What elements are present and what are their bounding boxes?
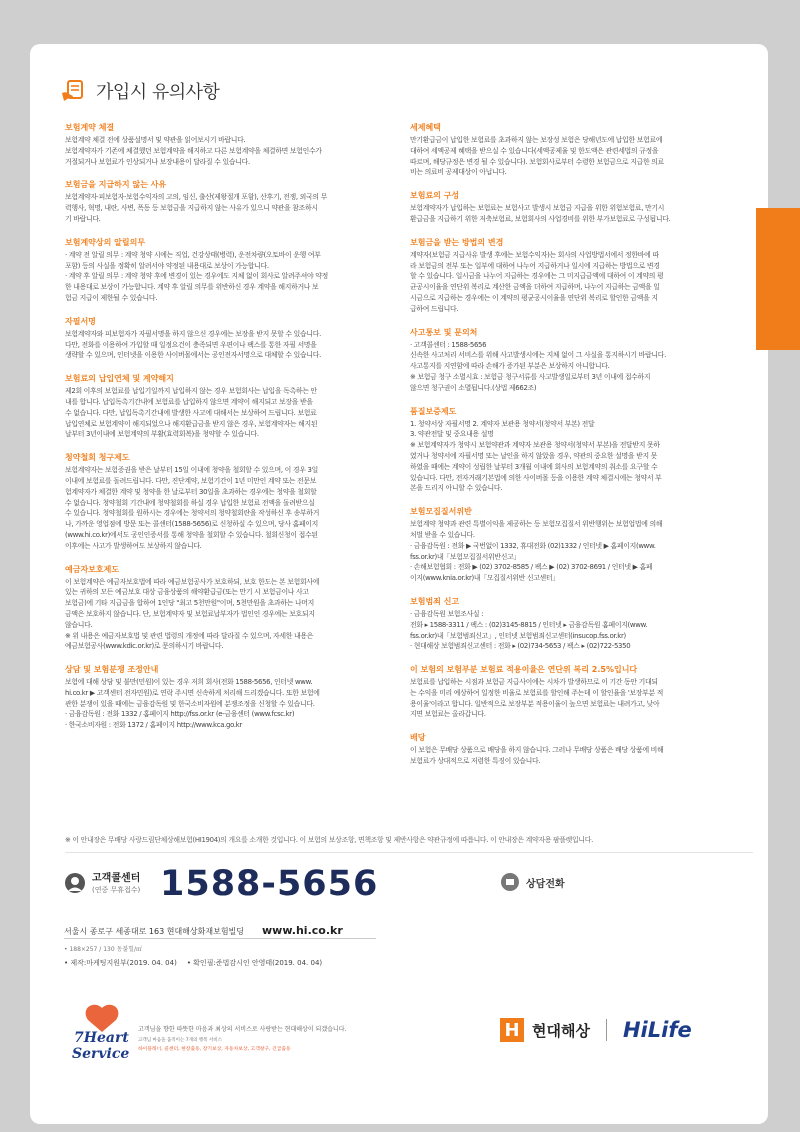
headset-icon <box>64 872 86 894</box>
divider <box>65 852 753 853</box>
section-line: 있습니다. 다만, 전자거래기본법에 의한 사이버몰 등을 이용한 계약 체결시에는 청약서 부 <box>410 473 662 482</box>
section-heading: 세제혜택 <box>410 123 441 132</box>
section-line: 험계약자가 체결한 계약 및 청약을 한 날로부터 30일을 초과하는 경우에는 청약을 철회할 <box>65 487 317 496</box>
right-column <box>410 122 740 779</box>
section-line: 지면 보험료는 올라갑니다. <box>410 710 486 719</box>
section-line: 다만, 전화를 이용하여 가입할 때 일정요건이 충족되면 우편이나 팩스를 통한 자필 서명을 <box>65 340 317 349</box>
notice-text: ※ 이 안내장은 무배당 사랑드림단체상해보험(HI1904)의 개요를 소개한 것입니다. 이 보험의 보상조항, 면책조항 및 제반사항은 약관규정에 따릅니다. 이 안내장은 계약자용 팜플렛입니다. <box>65 836 593 844</box>
section-line: 비는 의료비 공제대상이 아닙니다. <box>410 168 507 177</box>
section <box>65 122 395 167</box>
call-center <box>64 872 140 895</box>
section-line: hi.co.kr ▶ 고객센터 전자민원)로 연락 주시면 신속하게 처리해 드리겠습니다. 또한 보험에 <box>65 688 320 697</box>
production-meta <box>64 958 322 968</box>
section-line: 이지(www.knia.or.kr)내「모집질서위반 신고센터」 <box>410 574 559 583</box>
section-line: 보험료가 상대적으로 저렴한 특징이 있습니다. <box>410 757 541 766</box>
section-line: 보험계약자와 피보험자가 자필서명을 하지 않으신 경우에는 보장을 받지 못할 수 있습니다. <box>65 329 321 338</box>
section-line: 이후에는 사고가 발생하여도 보상하지 않습니다. <box>65 541 202 550</box>
section-heading: 자필서명 <box>65 316 96 326</box>
brand-separator <box>606 1019 607 1041</box>
brand-hilife: HiLife <box>622 1018 692 1042</box>
section-line: 였거나 청약서에 자필서명 또는 날인을 하지 않았을 경우, 약관의 중요한 설명을 받지 못 <box>410 451 658 460</box>
section <box>65 237 395 304</box>
section-line: 는 수익을 미리 예상하여 일정한 비율로 보험료를 할인해 주는데 이 할인율을 '보장부분 적 <box>410 688 664 697</box>
section-heading: 보험계약상의 알릴의무 <box>65 237 146 247</box>
section <box>410 732 740 767</box>
section-heading: 보험금을 받는 방법의 변경 <box>410 237 504 247</box>
section-line: 할 수 있습니다. 일시금을 나누어 지급하는 경우에는 그 미지급금액에 대하여 이 계약의 평 <box>410 272 664 281</box>
section-line: ※ 위 내용은 예금자보호법 및 관련 법령의 개정에 따라 달라질 수 있으며, 자세한 내용은 <box>65 631 314 640</box>
section-line: 않으면 청구권이 소멸됩니다.(상법 제662조) <box>410 383 537 392</box>
section <box>65 452 395 551</box>
section-line: 처벌 받을 수 있습니다. <box>410 530 475 539</box>
meta-production: • 제작:마케팅지원부(2019. 04. 04) <box>64 959 177 967</box>
section <box>65 564 395 653</box>
section-line: 1. 청약서상 자필서명 2. 계약자 보관용 청약서(청약서 부본) 전달 <box>410 419 595 428</box>
hs-sub: 고객님 마음을 움직이는 7개의 행복 서비스 <box>138 1038 222 1043</box>
brand-mark: H <box>500 1018 524 1042</box>
section-line: 급하여 드립니다. <box>410 304 459 313</box>
section-line: 보험계약 청약과 관련 특별이익을 제공하는 등 보험모집질서 위반행위는 보험업법에 의해 <box>410 520 663 529</box>
section-line: 않습니다. <box>65 620 93 629</box>
section-line: 날부터 3년이내에 보험계약의 부활(효력회복)을 청약할 수 있습니다. <box>65 430 259 439</box>
section <box>410 327 740 394</box>
section-heading: 보험료의 구성 <box>410 191 460 201</box>
consult-icon <box>500 872 520 892</box>
section-line: 나, 가까운 영업점에 방문 또는 콜센터(1588-5656)로 신청하실 수 있으며, 당사 홈페이지 <box>65 520 319 529</box>
section <box>410 596 740 652</box>
section <box>65 373 395 440</box>
section-heading: 상담 및 보험분쟁 조정안내 <box>65 665 159 675</box>
section-line: 시금으로 지급하는 경우에는 이 계약의 평균공시이율을 연단위 복리로 할인한 금액을 지 <box>410 293 658 302</box>
section <box>65 179 395 224</box>
hs-items: 하이플래너, 콜센터, 현장출동, 장기보상, 자동차보상, 고객창구, 긴급출동 <box>138 1047 291 1052</box>
website-link[interactable]: www.hi.co.kr <box>262 924 343 937</box>
consult-label: 상담전화 <box>526 878 565 890</box>
call-center-number[interactable]: 1588-5656 <box>160 864 379 904</box>
brand-logo <box>500 1018 692 1042</box>
section-heading: 보험료의 납입연체 및 계약해지 <box>65 374 174 384</box>
page-title <box>60 78 219 104</box>
section-line: ※ 보험계약자가 청약시 보험약관과 계약자 보관용 청약서(청약서 부본)을 전달받지 못하 <box>410 441 660 450</box>
address-divider <box>64 938 376 939</box>
title-text: 가입시 유의사항 <box>96 82 220 103</box>
section <box>410 406 740 495</box>
section-heading: 청약철회 청구제도 <box>65 453 130 463</box>
svg-text:7Heart: 7Heart <box>74 1030 129 1046</box>
section-line: 3. 약관전달 및 중요내용 설명 <box>410 430 494 439</box>
svg-text:Service: Service <box>72 1046 130 1062</box>
section-line: 금액은 보호하지 않습니다. 단, 보험계약자 및 보험료납부자가 법인인 경우에는 보호되지 <box>65 609 315 618</box>
section-line: 포함) 등의 사실을 정확히 알려서야 약정된 내용대로 보상이 가능합니다. <box>65 261 269 270</box>
cc-sub: (연중 무휴접수) <box>92 886 141 894</box>
section-line: 라 보험금의 전부 또는 일부에 대하여 나누어 지급하거나 일시에 지급하는 방법으로 변경 <box>410 261 660 270</box>
section-line: · 계약 전 알릴 의무 : 계약 청약 시에는 직업, 건강상태(병력), 운전차량(오토바이 운행 여부 <box>65 250 321 259</box>
section-line: 균공시이율을 연단위 복리로 계산한 금액을 더하여 지급하며, 나누어 지급하는 금액을 일 <box>410 283 660 292</box>
meta-approval: • 확인필:준법감시인 안영태(2019. 04. 04) <box>186 959 323 967</box>
section-line: 제2회 이후의 보험료를 납입기일까지 납입하지 않는 경우 보험회사는 납입을 독촉하는 안 <box>65 387 317 396</box>
section-line: · 계약 후 알릴 의무 : 계약 청약 후에 변경이 있는 경우에도 지체 없이 회사로 알려주셔야 약정 <box>65 272 328 281</box>
section-line: · 한국소비자원 : 전화 1372 / 홈페이지 http://www.kca.go.kr <box>65 721 243 730</box>
address-text: 서울시 종로구 세종대로 163 현대해상화재보험빌딩 <box>64 927 244 936</box>
section-line: 계약자(보험금 지급사유 발생 후에는 보험수익자)는 회사의 사업방법서에서 정한바에 따 <box>410 250 659 259</box>
section-line: 있는 귀하의 모든 예금보호 대상 금융상품의 해약환급금(또는 만기 시 보험금이나 사고 <box>65 588 309 597</box>
section-line: 보험계약자가 기존에 체결했던 보험계약을 해지하고 다른 보험계약을 체결하면 보험인수가 <box>65 146 322 155</box>
section-line: 이내에 보험료를 돌려드립니다. 다만, 진단계약, 보험기간이 1년 미만인 계약 또는 전문보 <box>65 476 317 485</box>
section-line: 보험금)에 기타 지급금을 합하여 1인당 "최고 5천만원"이며, 5천만원을 초과하는 나머지 <box>65 599 315 608</box>
section-line: 보험계약자·피보험자·보험수익자의 고의, 임신, 출산(제왕절개 포함), 산후기, 전쟁, 외국의 무 <box>65 193 327 202</box>
section-heading: 품질보증제도 <box>410 406 457 416</box>
section <box>65 664 395 731</box>
section-line: · 금융감독원 보험조사실 : <box>410 609 484 618</box>
section-line: (www.hi.co.kr)에서도 공인인증서를 통해 청약을 철회할 수 있습니다. 철회신청이 접수된 <box>65 530 318 539</box>
section-line: 하였을 때에는 계약이 성립한 날부터 3개월 이내에 회사의 보험계약의 취소를 요구할 수 <box>410 462 658 471</box>
section-heading: 보험계약 체결 <box>65 123 115 132</box>
section-heading: 보험모집질서위반 <box>410 507 472 517</box>
section-line: fss.or.kr)내「보험모집질서위반신고」 <box>410 552 521 561</box>
print-spec: • 188×257 / 130 동불힐/㎡ <box>64 946 142 953</box>
section-heading: 배당 <box>410 733 426 743</box>
section <box>410 237 740 315</box>
section-line: 관한 분쟁이 있을 때에는 금융감독원 및 한국소비자원에 분쟁조정을 신청할 수 있습니다. <box>65 699 315 708</box>
section-line: 보험에 대해 상담 및 불만(민원)이 있는 경우 저희 회사(전화 1588-5656, 인터넷 www. <box>65 678 313 687</box>
side-tab <box>756 208 800 350</box>
section-line: 이 보험계약은 예금자보호법에 따라 예금보험공사가 보호하되, 보호 한도는 본 보험회사에 <box>65 577 320 586</box>
section-line: 신속한 사고처리 서비스를 위해 사고발생시에는 지체 없이 그 사실을 통지하시기 바랍니다. <box>410 351 666 360</box>
section-line: 이 보험은 무배당 상품으로 배당을 하지 않습니다. 그러나 무배당 상품은 배당 상품에 비해 <box>410 746 664 755</box>
heart-service-text <box>138 1024 346 1052</box>
section-line: 거절되거나 보험료가 인상되거나 보장내용이 달라질 수 있습니다. <box>65 157 250 166</box>
section <box>65 316 395 361</box>
heart-service-logo <box>72 1002 132 1062</box>
section <box>410 190 740 225</box>
section <box>410 122 740 178</box>
left-column <box>65 122 395 743</box>
section-line: 험금 지급이 제한될 수 있습니다. <box>65 293 158 302</box>
section <box>410 506 740 584</box>
section-line: · 고객콜센터 : 1588-5656 <box>410 340 487 349</box>
address-line <box>64 924 343 937</box>
section-line: 보험계약자는 보험증권을 받은 날부터 15일 이내에 청약을 철회할 수 있으며, 이 경우 3일 <box>65 466 318 475</box>
section-line: · 현대해상 보험범죄신고센터 : 전화 ▸ (02)734-5653 / 팩스 ▸ (02)722-5350 <box>410 642 631 651</box>
section-line: 전화 ▸ 1588-3311 / 팩스 : (02)3145-8815 / 인터넷 ▸ 금융감독원 홈페이지(www. <box>410 620 648 629</box>
section-line: 보험료를 납입하는 시점과 보험금 지급사이에는 시차가 발생하므로 이 기간 동안 기대되 <box>410 678 658 687</box>
section-line: 용이율'이라고 합니다. 일반적으로 보장부분 적용이율이 높으면 보험료는 내려가고, 낮아 <box>410 699 660 708</box>
section-line: 만기환급금이 납입한 보험료를 초과하지 않는 보장성 보험은 당해년도에 납입한 보험료에 <box>410 136 663 144</box>
section-line: 납입연체로 보험계약이 해지되었으나 해지환급금을 받지 않은 경우, 보험계약자는 해지된 <box>65 419 318 428</box>
section-line: 본을 드리지 아니할 수 있습니다. <box>410 484 503 493</box>
section-line: 대하여 세액공제 혜택을 받으실 수 있습니다(세액공제율 및 한도액은 관련세법의 규정을 <box>410 146 659 155</box>
section-line: 내를 합니다. 납입독촉기간내에 보험료를 납입하지 않으면 계약이 해지되고 보장을 받을 <box>65 397 313 406</box>
brand-name: 현대해상 <box>532 1021 590 1040</box>
section-heading: 이 보험의 보험부분 보험료 적용이율은 연단위 복리 2.5%입니다 <box>410 665 638 675</box>
section-line: 수 없습니다. 청약철회 기간내에 청약철회를 하실 경우 납입한 보험료 전액을 돌려받으실 <box>65 498 315 507</box>
section-line: 수 없습니다. 다만, 납입독촉기간내에 발생한 사고에 대해서는 보상하여 드립니다. 보험료 <box>65 408 317 417</box>
section-line: 수 있습니다. 청약철회를 원하시는 경우에는 청약서의 청약철회란을 작성하신 후 송부하거 <box>65 509 320 518</box>
section-line: 환급금을 지급하기 위한 저축보험료, 보험회사의 사업경비를 위한 부가보험료로 구성됩니다. <box>410 214 671 223</box>
section-line: · 손해보험협회 : 전화 ▶ (02) 3702-8585 / 팩스 ▶ (02) 3702-8691 / 인터넷 ▶ 홈페 <box>410 563 653 572</box>
section-heading: 보험금을 지급하지 않는 사유 <box>65 180 167 190</box>
section-line: fss.or.kr)내「보험범죄신고」, 인터넷 보험범죄신고센터(insucop.fss.or.kr) <box>410 631 626 640</box>
section-line: 기 바랍니다. <box>65 214 101 223</box>
section-line: 사고통지를 지연함에 따라 손해가 증가된 부분은 보상하지 아니합니다. <box>410 362 610 371</box>
section-line: 생략할 수 있으며, 인터넷을 이용한 사이버몰에서는 공인전자서명으로 대체할 수 있습니다. <box>65 351 321 360</box>
section-heading: 보험범죄 신고 <box>410 596 460 606</box>
section <box>410 664 740 720</box>
section-line: 력행사, 혁명, 내란, 사변, 폭동 등 보험금을 지급하지 않는 사유가 있으니 약관을 참조하시 <box>65 204 318 213</box>
section-line: 보험계약자가 납입하는 보험료는 보험사고 발생시 보험금 지급을 위한 위험보험료, 만기시 <box>410 204 665 213</box>
section-line: ※ 보험금 청구 소멸시효 : 보험금 청구서류를 사고발생일로부터 3년 이내에 접수하지 <box>410 372 651 381</box>
section-heading: 예금자보호제도 <box>65 564 120 574</box>
cc-label: 고객콜센터 <box>92 873 141 884</box>
section-line: 예금보험공사(www.kdic.or.kr)로 문의하시기 바랍니다. <box>65 642 224 651</box>
section-line: 보험계약 체결 전에 상품설명서 및 약관을 읽어보시기 바랍니다. <box>65 136 246 144</box>
section-line: · 금융감독원 : 전화 ▶ 국번없이 1332, 휴대전화 (02)1332 / 인터넷 ▶ 홈페이지(www. <box>410 541 656 550</box>
document-hand-icon <box>60 79 86 103</box>
section-heading: 사고통보 및 문의처 <box>410 327 478 337</box>
consult-phone <box>500 872 565 892</box>
section-line: 한 내용대로 보상이 가능합니다. 계약 후 알릴 의무를 위반하신 경우 계약을 해지하거나 보 <box>65 283 319 292</box>
section-line: 따르며, 해당규정은 변경 될 수 있습니다). 보험회사로부터 수령한 보험금으로 지급한 의료 <box>410 157 664 166</box>
hs-main: 고객님을 향한 따뜻한 마음과 최상의 서비스로 사랑받는 현대해상이 되겠습니다. <box>138 1026 347 1033</box>
section-line: · 금융감독원 : 전화 1332 / 홈페이지 http://fss.or.kr (e-금융센터 (www.fcsc.kr) <box>65 710 295 719</box>
